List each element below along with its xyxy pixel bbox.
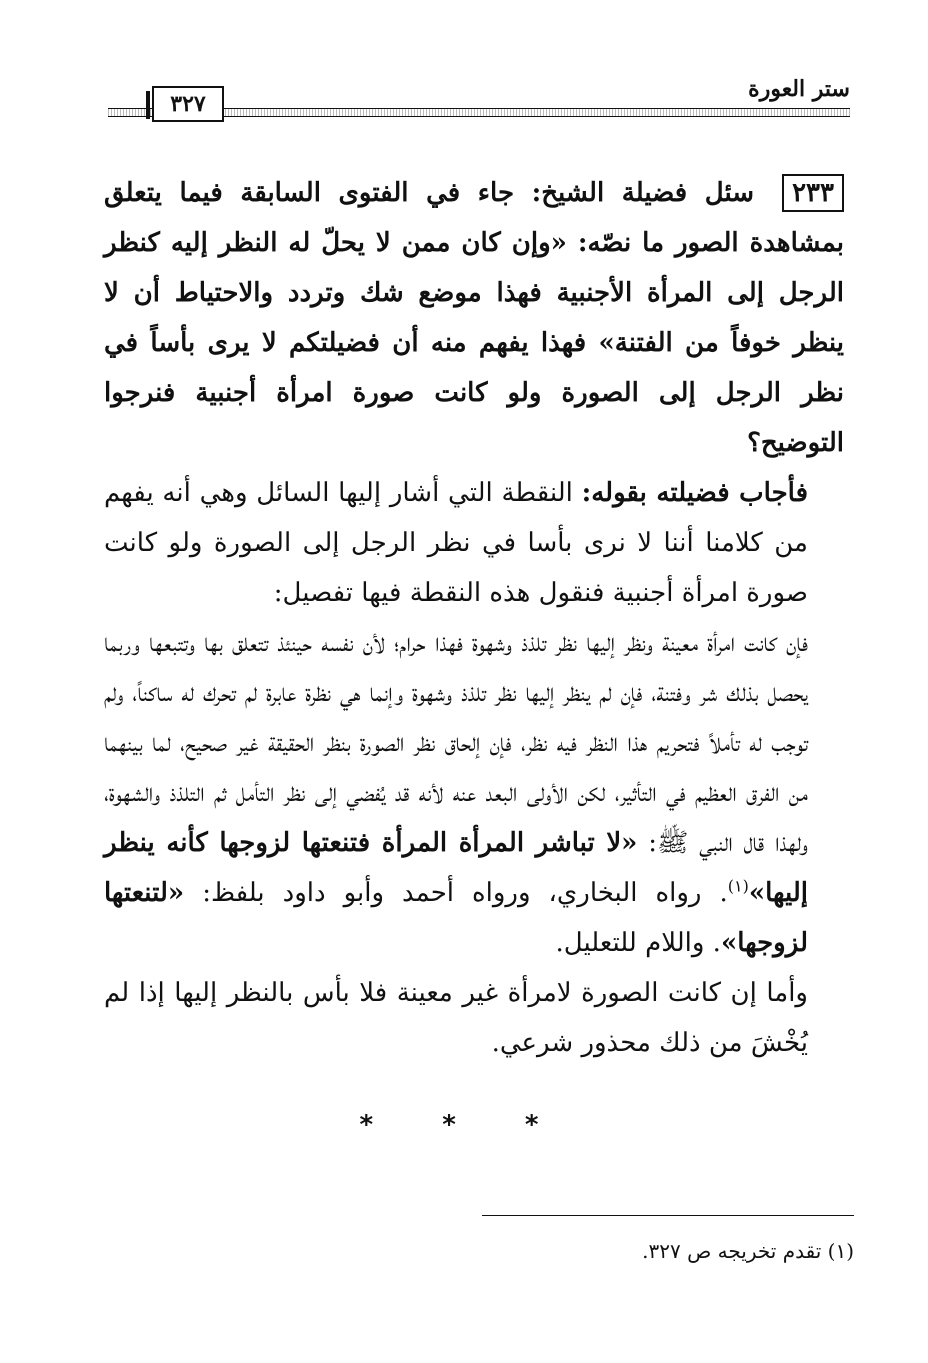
running-header xyxy=(108,76,850,124)
answer-text-2-end: . واللام للتعليل. xyxy=(555,928,721,958)
hadith-quote-1: «لا تباشر المرأة المرأة فتنعتها لزوجها كأنه ينظر إليها» xyxy=(104,828,809,908)
footnote: (١) تقدم تخريجه ص ٣٢٧. xyxy=(642,1239,854,1263)
answer-text-2: فإن كانت امرأة معينة ونظر إليها نظر تلذذ وشهوة فهذا حرام؛ لأن نفسه حينئذ تتعلق بها وتتبعها وربما يحصل بذلك شر وفتنة، فإن لم ينظر إليها نظر تلذذ وشهوة وإنما هي نظرة عابرة لم تحرك له ساكناً، ولم توجب له تأملاً فتحريم هذا النظر فيه نظر، فإن إلحاق نظر الصورة بنظر الحقيقة غير صحيح، لما بينهما من الفرق العظيم في التأثير، لكن الأولى البعد عنه لأنه قد يُفضي إلى نظر التأمل ثم التلذذ والشهوة، ولهذا قال النبي ﷺ: xyxy=(104,628,809,858)
answer-paragraph-2 xyxy=(104,618,844,968)
answer-text-2-mid: . رواه البخاري، ورواه أحمد وأبو داود بلفظ: xyxy=(202,878,728,908)
answer-lead: فأجاب فضيلته بقوله: xyxy=(581,478,809,508)
answer-paragraph-3 xyxy=(104,968,844,1068)
answer-paragraph-1 xyxy=(104,468,844,618)
footnote-reference[interactable]: (١) xyxy=(727,876,749,896)
chapter-title: ستر العورة xyxy=(748,76,850,102)
footnote-rule xyxy=(482,1215,854,1216)
hadith-quote-2: «لتنعتها لزوجها» xyxy=(104,878,808,958)
answer-text-3: وأما إن كانت الصورة لامرأة غير معينة فلا بأس بالنظر إليها إذا لم يُخْشَ من ذلك محذور شرعي. xyxy=(104,978,808,1058)
question-number: ٢٣٣ xyxy=(782,174,844,212)
question-paragraph xyxy=(104,168,844,468)
section-separator: * * * xyxy=(359,1110,569,1140)
page-number: ٣٢٧ xyxy=(152,86,224,122)
question-text: سئل فضيلة الشيخ: جاء في الفتوى السابقة فيما يتعلق بمشاهدة الصور ما نصّه: «وإن كان ممن لا يحلّ له النظر إليه كنظر الرجل إلى المرأة الأجنبية فهذا موضع شك وتردد والاحتياط أن لا ينظر خوفاً من الفتنة» فهذا يفهم منه أن فضيلتكم لا يرى بأساً في نظر الرجل إلى الصورة ولو كانت صورة امرأة أجنبية فنرجوا التوضيح؟ xyxy=(104,178,844,458)
main-text xyxy=(104,168,844,1068)
answer-text-1: النقطة التي أشار إليها السائل وهي أنه يفهم من كلامنا أننا لا نرى بأسا في نظر الرجل إلى الصورة ولو كانت صورة امرأة أجنبية فنقول هذه النقطة فيها تفصيل: xyxy=(104,478,808,608)
